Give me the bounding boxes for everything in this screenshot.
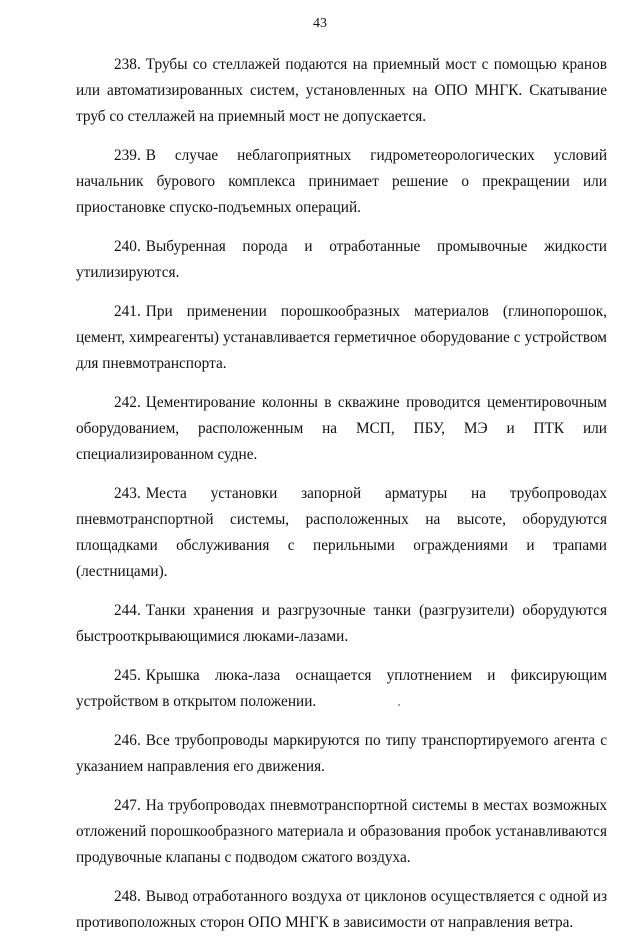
paragraph-text: При применении порошкообразных материалов (глинопорошок, цемент, химреагенты) устанавливается герметичное оборудование с устройством для пневмотранспорта. <box>76 303 607 372</box>
paragraph-247 <box>76 793 607 871</box>
paragraph-text: Все трубопроводы маркируются по типу транспортируемого агента с указанием направления его движения. <box>76 732 607 775</box>
scan-speck <box>398 704 400 706</box>
paragraph-text: Танки хранения и разгрузочные танки (разгрузители) оборудуются быстрооткрывающимися люками-лазами. <box>76 602 607 645</box>
page-number: 43 <box>313 16 327 31</box>
paragraph-248 <box>76 884 607 936</box>
paragraph-number: 242. <box>114 394 141 411</box>
paragraph-text: Цементирование колонны в скважине проводится цементировочным оборудованием, расположенным на МСП, ПБУ, МЭ и ПТК или специализированном судне. <box>76 394 607 463</box>
document-body <box>76 52 607 949</box>
paragraph-text: Вывод отработанного воздуха от циклонов осуществляется с одной из противоположных сторон ОПО МНГК в зависимости от направления ветра. <box>76 888 607 931</box>
paragraph-244 <box>76 598 607 650</box>
paragraph-text: Крышка люка-лаза оснащается уплотнением и фиксирующим устройством в открытом положении. <box>76 667 607 710</box>
paragraph-number: 248. <box>114 888 141 905</box>
paragraph-number: 238. <box>114 56 141 73</box>
paragraph-239 <box>76 143 607 221</box>
paragraph-number: 243. <box>114 485 141 502</box>
paragraph-243 <box>76 481 607 585</box>
paragraph-text: В случае неблагоприятных гидрометеорологических условий начальник бурового комплекса принимает решение о прекращении или приостановке спуско-подъемных операций. <box>76 147 607 216</box>
paragraph-number: 241. <box>114 303 141 320</box>
paragraph-246 <box>76 728 607 780</box>
paragraph-text: На трубопроводах пневмотранспортной системы в местах возможных отложений порошкообразного материала и образования пробок устанавливаются продувочные клапаны с подводом сжатого воздуха. <box>76 797 607 866</box>
paragraph-240 <box>76 234 607 286</box>
paragraph-238 <box>76 52 607 130</box>
paragraph-text: Места установки запорной арматуры на трубопроводах пневмотранспортной системы, расположенных на высоте, оборудуются площадками обслуживания с перильными ограждениями и трапами (лестницами). <box>76 485 607 580</box>
paragraph-number: 239. <box>114 147 141 164</box>
paragraph-number: 240. <box>114 238 141 255</box>
paragraph-text: Выбуренная порода и отработанные промывочные жидкости утилизируются. <box>76 238 607 281</box>
paragraph-242 <box>76 390 607 468</box>
paragraph-241 <box>76 299 607 377</box>
paragraph-number: 247. <box>114 797 141 814</box>
paragraph-number: 246. <box>114 732 141 749</box>
paragraph-245 <box>76 663 607 715</box>
paragraph-number: 245. <box>114 667 141 684</box>
paragraph-text: Трубы со стеллажей подаются на приемный мост с помощью кранов или автоматизированных систем, установленных на ОПО МНГК. Скатывание труб со стеллажей на приемный мост не допускается. <box>76 56 607 125</box>
paragraph-number: 244. <box>114 602 141 619</box>
